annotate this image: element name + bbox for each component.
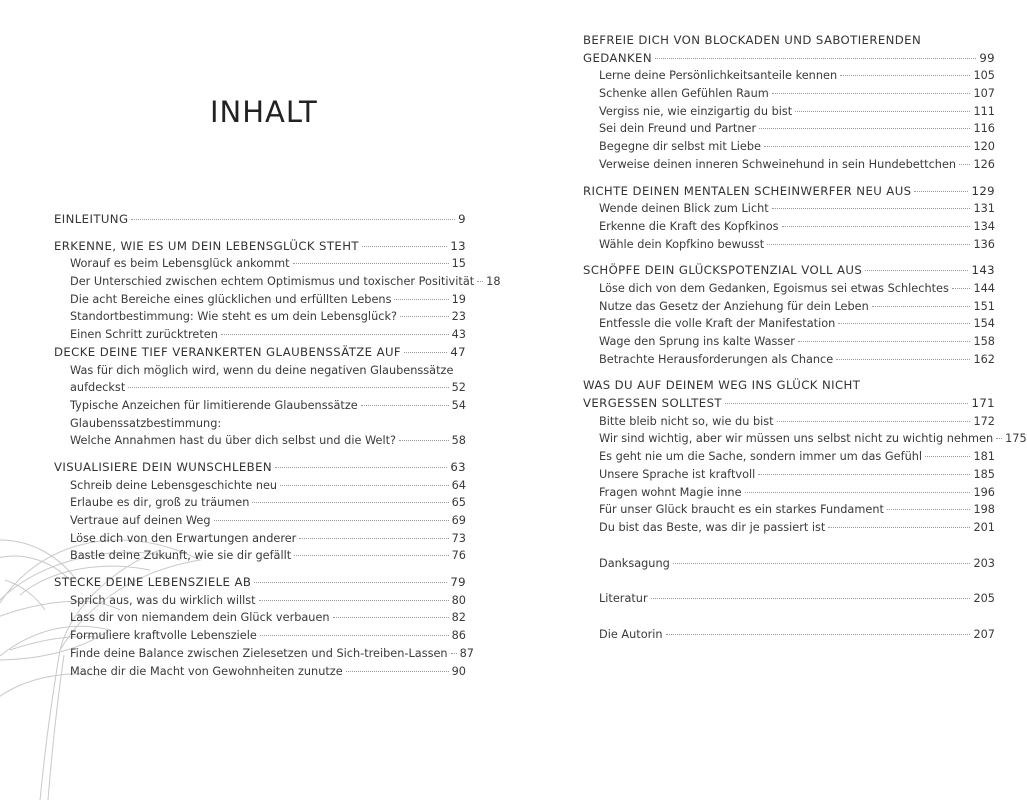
dot-leader <box>404 352 447 353</box>
toc-spacer <box>583 253 995 262</box>
toc-entry-title: Löse dich von dem Gedanken, Egoismus sei etwas Schlechtes <box>599 281 949 295</box>
toc-entry-title: Mache dir die Macht von Gewohnheiten zunutze <box>70 664 343 678</box>
dot-leader <box>764 146 970 147</box>
toc-chapter[interactable] <box>583 183 995 201</box>
dot-leader <box>394 299 448 300</box>
toc-entry-title: Fragen wohnt Magie inne <box>599 485 742 499</box>
toc-entry-title: Typische Anzeichen für limitierende Glaubenssätze <box>70 398 358 412</box>
dot-leader <box>887 509 971 510</box>
dot-leader <box>131 219 455 220</box>
toc-page-number: 172 <box>973 414 995 428</box>
toc-entry-title: Bitte bleib nicht so, wie du bist <box>599 414 774 428</box>
toc-entry[interactable] <box>583 156 995 174</box>
toc-entry-title: Vergiss nie, wie einzigartig du bist <box>599 104 793 118</box>
toc-entry[interactable] <box>54 494 466 512</box>
toc-chapter[interactable] <box>54 211 466 229</box>
toc-entry-title: Einen Schritt zurücktreten <box>70 328 218 342</box>
toc-entry-title: Entfessle die volle Kraft der Manifestation <box>599 317 836 331</box>
toc-page-number: 171 <box>971 396 995 411</box>
toc-page-number: 73 <box>451 531 466 545</box>
toc-chapter[interactable] <box>54 238 466 256</box>
left-page <box>0 0 500 800</box>
toc-entry-title: Literatur <box>599 592 648 606</box>
right-page <box>500 0 1027 800</box>
toc-spacer <box>583 537 995 555</box>
toc-page-number: 158 <box>973 335 995 348</box>
toc-page-number: 201 <box>973 520 995 534</box>
toc-page-number: 64 <box>451 478 466 492</box>
toc-entry[interactable] <box>54 326 466 344</box>
toc-chapter-title-line: WAS DU AUF DEINEM WEG INS GLÜCK NICHT <box>583 378 861 393</box>
toc-entry-title: Für unser Glück braucht es ein starkes Fundament <box>599 503 884 517</box>
dot-leader <box>952 288 971 289</box>
toc-page-number: 65 <box>451 496 466 510</box>
dot-leader <box>772 208 971 209</box>
toc-page-number: 19 <box>451 292 466 306</box>
dot-leader <box>128 387 448 388</box>
dot-leader <box>361 405 449 406</box>
toc-page-number: 136 <box>973 237 995 251</box>
toc-entry[interactable] <box>54 379 466 397</box>
toc-entry[interactable] <box>54 530 466 548</box>
toc-entry[interactable] <box>583 333 995 351</box>
toc-page-number: 69 <box>451 514 466 527</box>
toc-entry-title: Worauf es beim Lebensglück ankommt <box>70 257 290 271</box>
toc-entry[interactable] <box>583 351 995 369</box>
toc-entry-title: aufdeckst <box>70 381 126 395</box>
dot-leader <box>399 440 449 441</box>
toc-entry[interactable] <box>54 477 466 495</box>
dot-leader <box>275 467 447 468</box>
toc-entry[interactable] <box>583 501 995 519</box>
toc-spacer <box>54 450 466 459</box>
toc-entry[interactable] <box>54 291 466 309</box>
toc-page-number: 15 <box>451 257 466 271</box>
toc-entry[interactable] <box>583 413 995 431</box>
toc-entry-title-line: Glaubenssatzbestimmung: <box>70 416 222 430</box>
dot-leader <box>745 492 971 493</box>
toc-page-number: 198 <box>973 503 995 517</box>
dot-leader <box>655 58 976 59</box>
toc-entry[interactable] <box>583 298 995 316</box>
toc-entry[interactable] <box>583 120 995 138</box>
toc-entry-title: GEDANKEN <box>583 50 652 65</box>
toc-entry-title: Löse dich von den Erwartungen anderer <box>70 531 297 545</box>
toc-entry[interactable] <box>583 466 995 484</box>
toc-page-number: 126 <box>973 157 995 171</box>
toc-page-number: 131 <box>973 202 995 216</box>
dot-leader <box>673 563 971 564</box>
toc-chapter[interactable] <box>583 50 995 68</box>
dot-leader <box>362 246 447 247</box>
dot-leader <box>914 191 968 192</box>
toc-entry-title: Es geht nie um die Sache, sondern immer um das Gefühl <box>599 450 923 464</box>
toc-entry[interactable] <box>583 67 995 85</box>
toc-chapter-title-line: BEFREIE DICH VON BLOCKADEN UND SABOTIERENDEN <box>583 33 922 47</box>
toc-page-number: 175 <box>1005 432 1027 446</box>
toc-page-number: 52 <box>451 381 466 395</box>
toc-entry[interactable] <box>54 609 466 627</box>
toc-page-number: 58 <box>451 434 466 448</box>
toc-page-number: 99 <box>979 50 995 65</box>
toc-entry-title: Der Unterschied zwischen echtem Optimismus und toxischer Positivität <box>70 275 475 289</box>
toc-spacer <box>54 229 466 238</box>
dot-leader <box>280 485 449 486</box>
toc-entry[interactable] <box>54 663 466 681</box>
dot-leader <box>782 226 971 227</box>
toc-entry[interactable] <box>583 519 995 537</box>
toc-entry-title-line: Was für dich möglich wird, wenn du deine negativen Glaubenssätze <box>70 363 454 377</box>
toc-page-number: 143 <box>971 263 995 278</box>
dot-leader <box>214 520 449 521</box>
toc-entry-title: Verweise deinen inneren Schweinehund in sein Hundebettchen <box>599 157 957 171</box>
toc-page-number: 76 <box>451 549 466 563</box>
toc-entry-title: Lerne deine Persönlichkeitsanteile kennen <box>599 69 838 83</box>
toc-entry[interactable] <box>54 627 466 645</box>
toc-entry-title: Danksagung <box>599 556 670 570</box>
toc-page-number: 80 <box>451 593 466 607</box>
dot-leader <box>798 341 971 342</box>
toc-entry-title: Die acht Bereiche eines glücklichen und erfüllten Lebens <box>70 292 392 306</box>
dot-leader <box>346 671 449 672</box>
toc-entry-title: Formuliere kraftvolle Lebensziele <box>70 629 257 643</box>
toc-page-number: 144 <box>973 281 995 295</box>
toc-page-number: 116 <box>973 122 995 136</box>
toc-spacer <box>583 174 995 183</box>
toc-page-number: 181 <box>973 450 995 464</box>
dot-leader <box>666 634 971 635</box>
toc-chapter[interactable] <box>583 395 995 413</box>
toc-entry-title: Begegne dir selbst mit Liebe <box>599 140 761 154</box>
toc-entry-title: Unsere Sprache ist kraftvoll <box>599 467 756 481</box>
toc-page-number: 196 <box>973 485 995 499</box>
toc-page-number: 90 <box>451 664 466 678</box>
toc-entry-title: Erlaube es dir, groß zu träumen <box>70 496 250 510</box>
toc-entry[interactable] <box>583 236 995 254</box>
toc-entry[interactable] <box>54 308 466 326</box>
toc-page-number: 129 <box>971 183 995 198</box>
toc-page-number: 207 <box>973 627 995 641</box>
toc-spacer <box>583 608 995 626</box>
toc-chapter[interactable] <box>54 459 466 477</box>
dot-leader <box>293 263 449 264</box>
dot-leader <box>254 582 447 583</box>
toc-entry-title: Bastle deine Zukunft, wie sie dir gefällt <box>70 549 292 563</box>
toc-page-number: 54 <box>451 398 466 412</box>
toc-entry[interactable] <box>54 397 466 415</box>
dot-leader <box>725 403 969 404</box>
toc-entry-title: Welche Annahmen hast du über dich selbst und die Welt? <box>70 434 397 448</box>
toc-page-number: 107 <box>973 87 995 101</box>
dot-leader <box>759 128 970 129</box>
dot-leader <box>777 421 971 422</box>
dot-leader <box>772 93 971 94</box>
toc-entry-title: Die Autorin <box>599 627 663 641</box>
toc-entry-title: Standortbestimmung: Wie steht es um dein Lebensglück? <box>70 310 397 324</box>
dot-leader <box>252 502 448 503</box>
toc-entry-title: Sei dein Freund und Partner <box>599 122 757 136</box>
toc-chapter[interactable] <box>54 344 466 362</box>
toc-page-number: 9 <box>458 212 466 226</box>
toc-page-number: 134 <box>973 219 995 233</box>
toc-entry-title: Sprich aus, was du wirklich willst <box>70 593 256 607</box>
toc-chapter[interactable] <box>583 262 995 280</box>
page-title: INHALT <box>210 95 318 130</box>
toc-entry-title: SCHÖPFE DEIN GLÜCKSPOTENZIAL VOLL AUS <box>583 263 863 278</box>
toc-page-number: 205 <box>973 592 995 606</box>
toc-spacer <box>583 368 995 377</box>
toc-page-number: 105 <box>973 69 995 83</box>
toc-entry-title: EINLEITUNG <box>54 212 129 226</box>
toc-entry-title: Du bist das Beste, was dir je passiert ist <box>599 520 826 534</box>
toc-page-number: 47 <box>450 344 466 359</box>
toc-page-number: 13 <box>450 238 466 253</box>
dot-leader <box>333 617 449 618</box>
toc-page-number: 87 <box>459 646 474 660</box>
dot-leader <box>451 653 457 654</box>
toc-entry[interactable] <box>54 432 466 450</box>
toc-entry[interactable] <box>54 547 466 565</box>
toc-entry[interactable] <box>583 448 995 466</box>
dot-leader <box>767 244 970 245</box>
dot-leader <box>959 164 970 165</box>
dot-leader <box>795 111 970 112</box>
toc-entry-title: VISUALISIERE DEIN WUNSCHLEBEN <box>54 459 272 474</box>
toc-entry-title: Finde deine Balance zwischen Zielesetzen und Sich-treiben-Lassen <box>70 646 448 660</box>
toc-entry-title: Erkenne die Kraft des Kopfkinos <box>599 219 779 233</box>
toc-chapter[interactable] <box>54 574 466 592</box>
dot-leader <box>477 281 483 282</box>
toc-backmatter[interactable] <box>583 555 995 573</box>
dot-leader <box>838 323 970 324</box>
toc-page-number: 43 <box>451 328 466 342</box>
toc-page-number: 111 <box>973 104 995 118</box>
toc-entry[interactable] <box>54 645 474 663</box>
toc-entry[interactable] <box>54 512 466 530</box>
toc-page-number: 151 <box>973 299 995 313</box>
toc-entry[interactable] <box>54 273 501 291</box>
toc-spacer <box>54 565 466 574</box>
toc-entry-title: Lass dir von niemandem dein Glück verbauen <box>70 611 330 625</box>
toc-page-number: 120 <box>973 140 995 154</box>
dot-leader <box>651 598 971 599</box>
dot-leader <box>299 538 448 539</box>
toc-entry-title: Nutze das Gesetz der Anziehung für dein Leben <box>599 299 869 313</box>
toc-right <box>583 32 1027 644</box>
toc-backmatter[interactable] <box>583 590 995 608</box>
toc-entry[interactable] <box>583 103 995 121</box>
toc-entry-title: ERKENNE, WIE ES UM DEIN LEBENSGLÜCK STEHT <box>54 238 359 253</box>
toc-backmatter[interactable] <box>583 626 995 644</box>
toc-entry-title: Schreib deine Lebensgeschichte neu <box>70 478 278 492</box>
toc-entry[interactable] <box>54 255 466 273</box>
toc-entry[interactable] <box>583 218 995 236</box>
toc-entry[interactable] <box>583 484 995 502</box>
toc-page-number: 185 <box>973 467 995 481</box>
dot-leader <box>872 306 971 307</box>
toc-entry-title: Wähle dein Kopfkino bewusst <box>599 237 765 251</box>
dot-leader <box>925 456 970 457</box>
toc-entry[interactable] <box>54 592 466 610</box>
toc-entry[interactable] <box>583 430 1027 448</box>
dot-leader <box>840 75 970 76</box>
dot-leader <box>294 555 448 556</box>
toc-entry-title: DECKE DEINE TIEF VERANKERTEN GLAUBENSSÄTZE AUF <box>54 344 402 359</box>
toc-entry[interactable] <box>583 315 995 333</box>
dot-leader <box>996 438 1002 439</box>
toc-entry-title: VERGESSEN SOLLTEST <box>583 396 722 411</box>
toc-page-number: 162 <box>973 352 995 366</box>
dot-leader <box>260 635 449 636</box>
toc-page-number: 82 <box>451 611 466 625</box>
toc-entry-title: RICHTE DEINEN MENTALEN SCHEINWERFER NEU AUS <box>583 183 912 198</box>
toc-page-number: 79 <box>450 575 466 590</box>
toc-entry[interactable] <box>583 280 995 298</box>
toc-entry-title: Betrachte Herausforderungen als Chance <box>599 352 834 366</box>
toc-entry-title: Vertraue auf deinen Weg <box>70 514 211 527</box>
toc-entry-title: Schenke allen Gefühlen Raum <box>599 87 769 101</box>
toc-entry-title: Wende deinen Blick zum Licht <box>599 202 769 216</box>
toc-entry-title: Wage den Sprung ins kalte Wasser <box>599 335 795 348</box>
toc-entry[interactable] <box>583 200 995 218</box>
toc-page-number: 63 <box>450 459 466 474</box>
toc-entry[interactable] <box>583 85 995 103</box>
dot-leader <box>836 359 970 360</box>
dot-leader <box>758 474 970 475</box>
toc-page-number: 86 <box>451 629 466 643</box>
toc-page-number: 18 <box>486 275 501 289</box>
dot-leader <box>259 600 449 601</box>
dot-leader <box>865 270 968 271</box>
toc-entry[interactable] <box>583 138 995 156</box>
toc-page-number: 23 <box>451 310 466 324</box>
toc-spacer <box>583 572 995 590</box>
dot-leader <box>828 527 970 528</box>
dot-leader <box>400 316 449 317</box>
toc-entry-title: STECKE DEINE LEBENSZIELE AB <box>54 575 252 590</box>
dot-leader <box>221 334 449 335</box>
toc-entry-title: Wir sind wichtig, aber wir müssen uns selbst nicht zu wichtig nehmen <box>599 432 994 446</box>
toc-page-number: 203 <box>973 556 995 570</box>
toc-left <box>54 211 501 680</box>
toc-page-number: 154 <box>973 317 995 331</box>
